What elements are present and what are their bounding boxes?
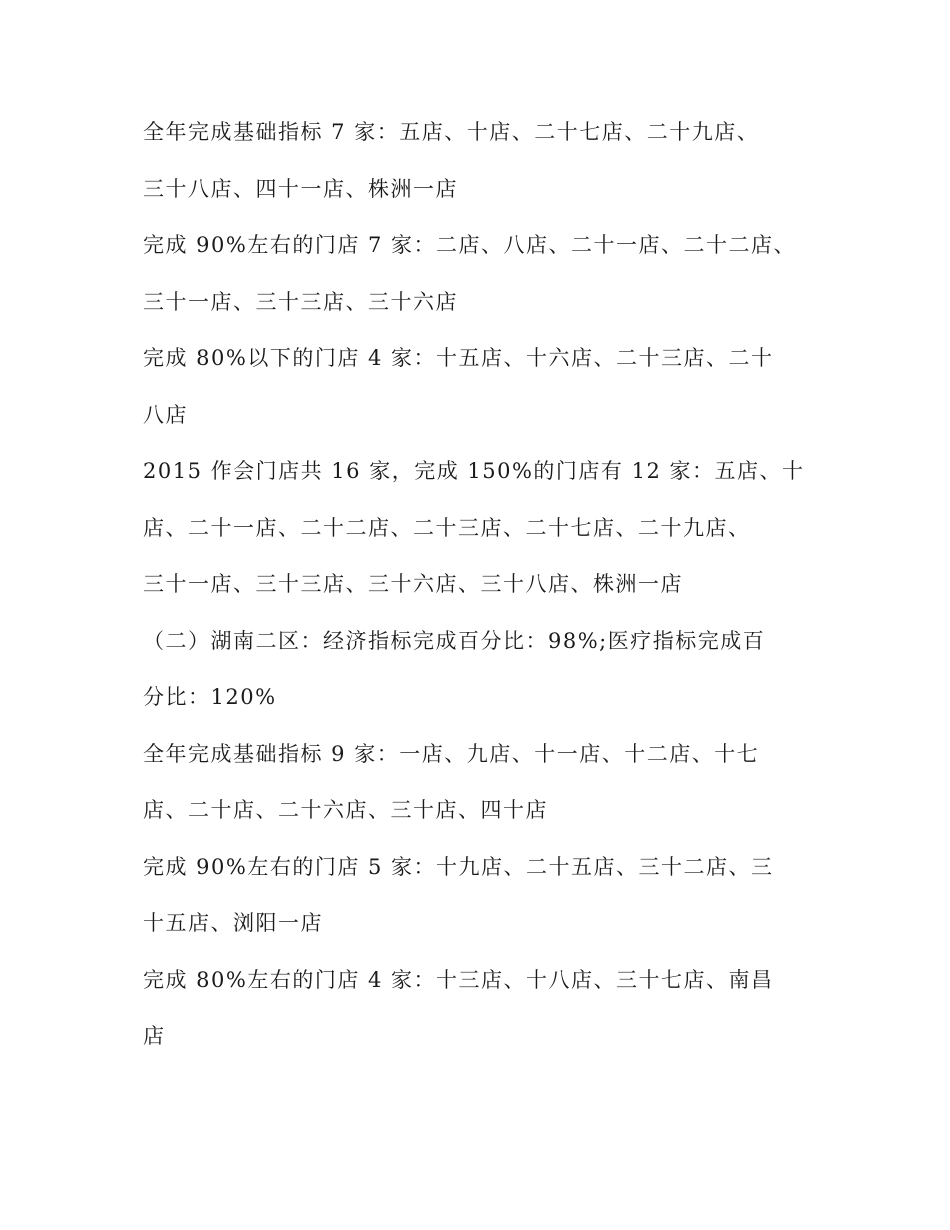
text-line: 三十八店、四十一店、株洲一店 [143,176,458,201]
text-line: 分比：120% [143,685,277,709]
text-line: 全年完成基础指标 9 家：一店、九店、十一店、十二店、十七 [143,741,760,766]
text-line: 完成 80%左右的门店 4 家：十三店、十八店、三十七店、南昌 [143,967,774,992]
text-line: 2015 作会门店共 16 家，完成 150%的门店有 12 家：五店、十 [143,459,805,483]
text-line: 完成 90%左右的门店 5 家：十九店、二十五店、三十二店、三 [143,854,774,879]
document-body [143,104,823,1065]
text-line: 三十一店、三十三店、三十六店、三十八店、株洲一店 [143,572,683,596]
text-line: 店、二十店、二十六店、三十店、四十店 [143,798,548,822]
text-line: 全年完成基础指标 7 家：五店、十店、二十七店、二十九店、 [143,120,760,144]
text-line: 三十一店、三十三店、三十六店 [143,289,458,314]
section-heading: （二）湖南二区：经济指标完成百分比：98%;医疗指标完成百 [143,628,766,653]
text-line: 十五店、浏阳一店 [143,911,323,935]
text-line: 店 [143,1024,166,1048]
text-line: 店、二十一店、二十二店、二十三店、二十七店、二十九店、 [143,515,751,540]
text-line: 完成 80%以下的门店 4 家：十五店、十六店、二十三店、二十 [143,346,774,370]
text-line: 八店 [143,402,188,427]
text-line: 完成 90%左右的门店 7 家：二店、八店、二十一店、二十二店、 [143,233,797,257]
